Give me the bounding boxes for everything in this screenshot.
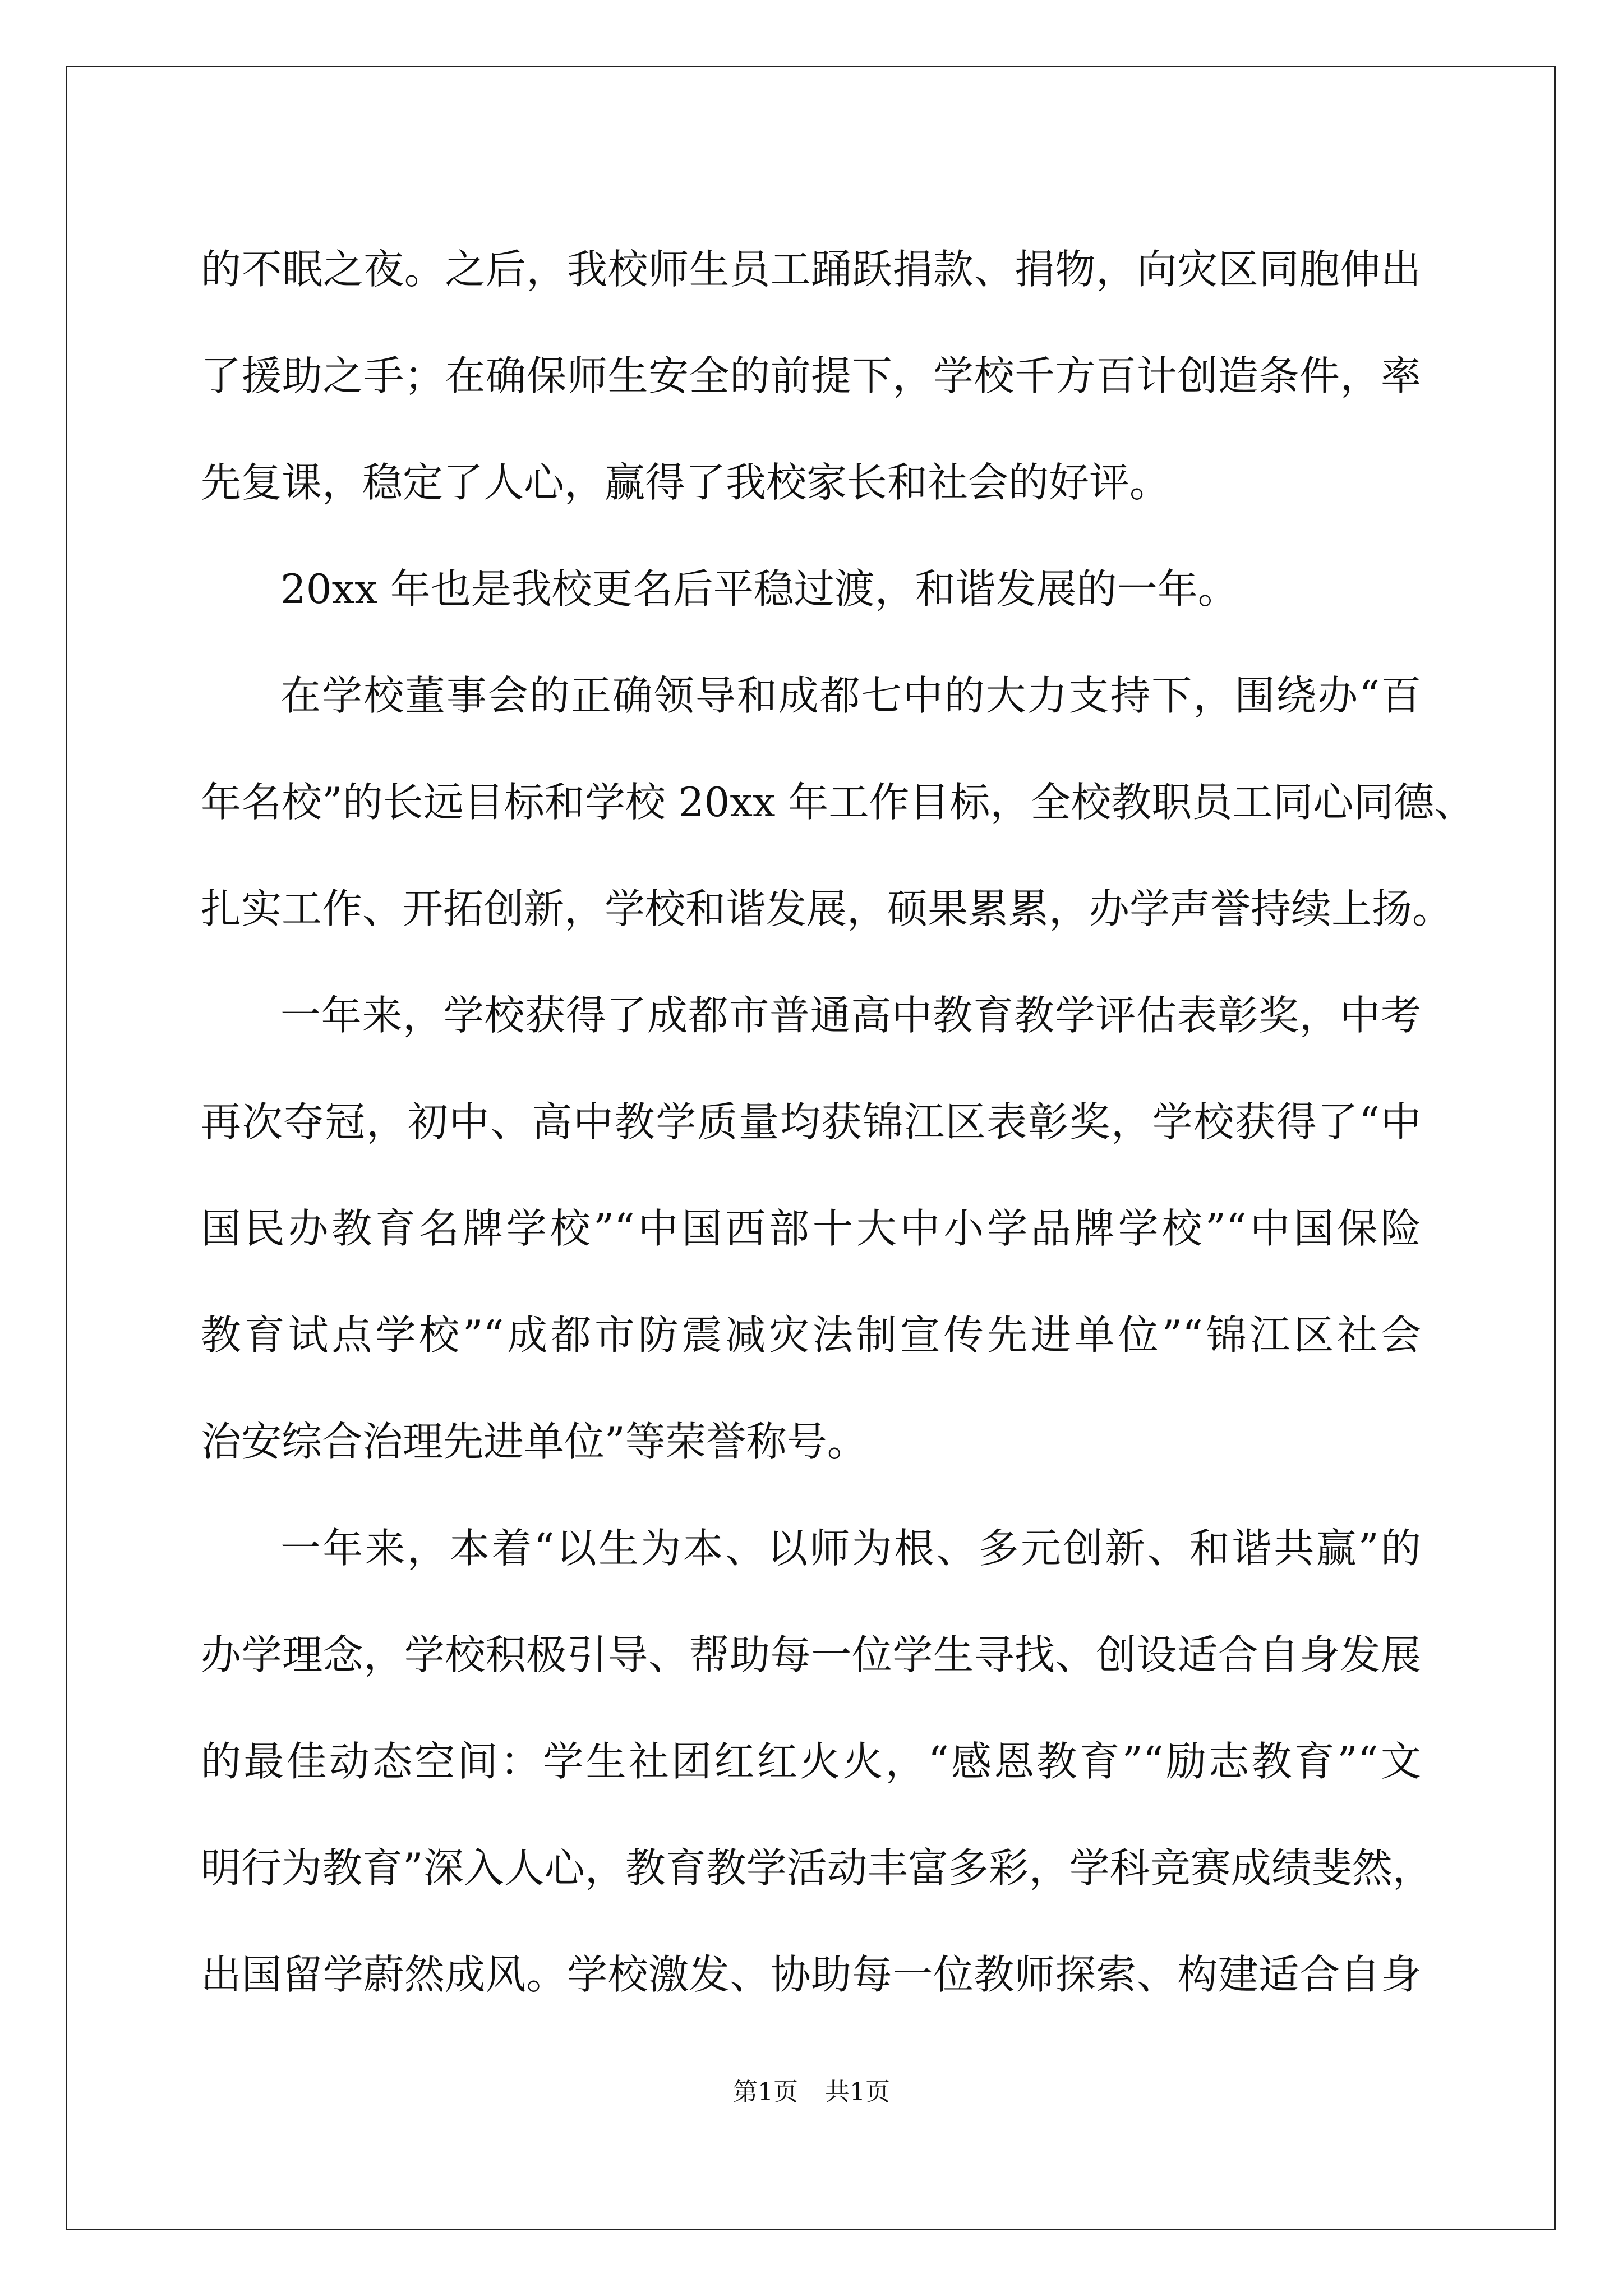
page-number: 第1页	[733, 2078, 798, 2106]
page-total: 共1页	[825, 2078, 890, 2106]
text-line-13: 一年来，本着“以生为本、以师为根、多元创新、和谐共赢”的	[280, 1525, 1421, 1572]
text-line-16: 明行为教育”深入人心，教育教学活动丰富多彩，学科竞赛成绩斐然，	[201, 1844, 1433, 1892]
document-body	[201, 216, 1475, 2028]
text-line-9: 再次夺冠，初中、高中教学质量均获锦江区表彰奖，学校获得了“中	[201, 1098, 1421, 1145]
text-line-3: 先复课，稳定了人心，赢得了我校家长和社会的好评。	[201, 459, 1170, 506]
text-line-7: 扎实工作、开拓创新，学校和谐发展，硕果累累，办学声誉持续上扬。	[201, 885, 1453, 932]
text-line-11: 教育试点学校”“成都市防震减灾法制宣传先进单位”“锦江区社会	[201, 1312, 1421, 1359]
text-line-8: 一年来，学校获得了成都市普通高中教育教学评估表彰奖，中考	[280, 992, 1421, 1039]
text-line-14: 办学理念，学校积极引导、帮助每一位学生寻找、创设适合自身发展	[201, 1631, 1421, 1678]
text-line-5: 在学校董事会的正确领导和成都七中的大力支持下，围绕办“百	[280, 672, 1421, 719]
page-footer	[0, 2076, 1623, 2109]
text-line-10: 国民办教育名牌学校”“中国西部十大中小学品牌学校”“中国保险	[201, 1205, 1421, 1252]
text-line-4: 20xx 年也是我校更名后平稳过渡，和谐发展的一年。	[280, 565, 1238, 613]
text-line-15: 的最佳动态空间：学生社团红红火火，“感恩教育”“励志教育”“文	[201, 1738, 1421, 1785]
text-line-1: 的不眠之夜。之后，我校师生员工踊跃捐款、捐物，向灾区同胞伸出	[201, 246, 1421, 293]
text-line-12: 治安综合治理先进单位”等荣誉称号。	[201, 1418, 868, 1465]
text-line-17: 出国留学蔚然成风。学校激发、协助每一位教师探索、构建适合自身	[201, 1951, 1421, 1998]
text-line-6: 年名校”的长远目标和学校 20xx 年工作目标，全校教职员工同心同德、	[201, 779, 1475, 826]
text-line-2: 了援助之手；在确保师生安全的前提下，学校千方百计创造条件，率	[201, 352, 1421, 399]
